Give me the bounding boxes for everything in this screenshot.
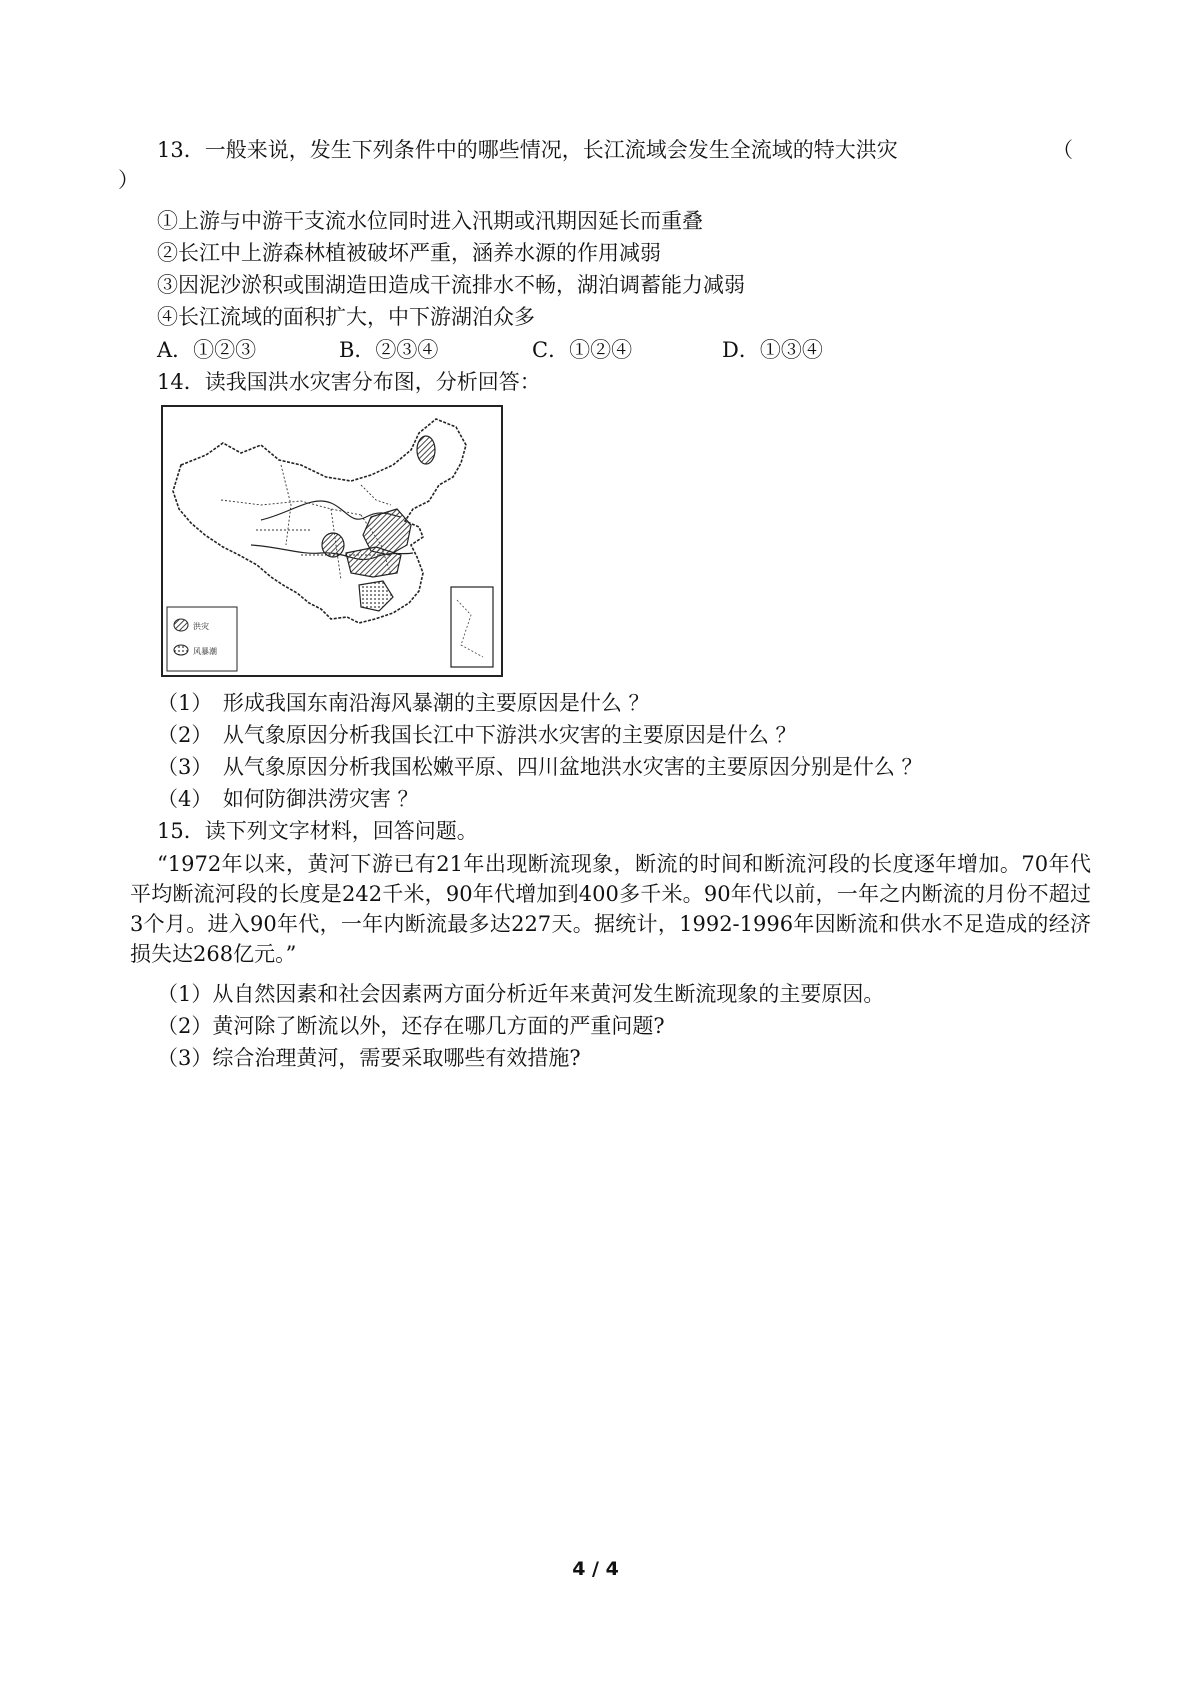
q14-sub-4: （4） 如何防御洪涝灾害 ？	[157, 787, 419, 811]
flood-area-songnen	[417, 436, 435, 464]
q13-option-c: C．①②④	[532, 338, 633, 362]
q13-option-d: D．①③④	[722, 338, 823, 362]
legend-storm-surge-symbol	[174, 645, 188, 655]
flood-area-sichuan	[322, 533, 344, 557]
q15-material: “1972年以来，黄河下游已有21年出现断流现象，断流的时间和断流河段的长度逐年增加。70年代平均断流河段的长度是242千米，90年代增加到400多千米。90年代以前，一年之内断流的月份不超过3个月。进入90年代，一年内断流最多达227天。据统计，1992-1996年因断流和供水不足造成的经济损失达268亿元。”	[130, 852, 1091, 966]
q13-stem: 13．一般来说，发生下列条件中的哪些情况，长江流域会发生全流域的特大洪灾	[157, 138, 898, 162]
map-legend	[167, 607, 237, 671]
q13-paren-close: ）	[118, 168, 139, 192]
legend-storm-surge-label: 风暴潮	[193, 647, 217, 656]
q13-item-2: ②长江中上游森林植被破坏严重，涵养水源的作用减弱	[157, 241, 661, 265]
q15-sub-1: （1）从自然因素和社会因素两方面分析近年来黄河发生断流现象的主要原因。	[157, 982, 885, 1006]
q14-sub-2: （2） 从气象原因分析我国长江中下游洪水灾害的主要原因是什么 ？	[157, 723, 797, 747]
q13-option-b: B．②③④	[339, 338, 439, 362]
q13-item-3: ③因泥沙淤积或围湖造田造成干流排水不畅，湖泊调蓄能力减弱	[157, 273, 745, 297]
q13-options	[157, 335, 823, 365]
q15-sub-3: （3）综合治理黄河，需要采取哪些有效措施?	[157, 1046, 581, 1070]
china-flood-map	[161, 405, 503, 677]
q15-sub-2: （2）黄河除了断流以外，还存在哪几方面的严重问题?	[157, 1014, 665, 1038]
q15-stem: 15．读下列文字材料，回答问题。	[157, 819, 478, 843]
q13-item-1: ①上游与中游干支流水位同时进入汛期或汛期因延长而重叠	[157, 209, 703, 233]
q14-stem: 14．读我国洪水灾害分布图，分析回答：	[157, 370, 541, 394]
q13-paren-open: （	[1052, 138, 1073, 162]
q14-sub-1: （1） 形成我国东南沿海风暴潮的主要原因是什么 ？	[157, 691, 650, 715]
south-china-sea-inset	[451, 587, 493, 667]
legend-flood-symbol	[174, 619, 188, 631]
legend-flood-label: 洪灾	[193, 622, 209, 631]
q14-sub-3: （3） 从气象原因分析我国松嫩平原、四川盆地洪水灾害的主要原因分别是什么 ？	[157, 755, 923, 779]
page-number: 4 / 4	[572, 1558, 619, 1580]
q13-item-4: ④长江流域的面积扩大，中下游湖泊众多	[157, 305, 535, 329]
q13-option-a: A．①②③	[157, 338, 257, 362]
